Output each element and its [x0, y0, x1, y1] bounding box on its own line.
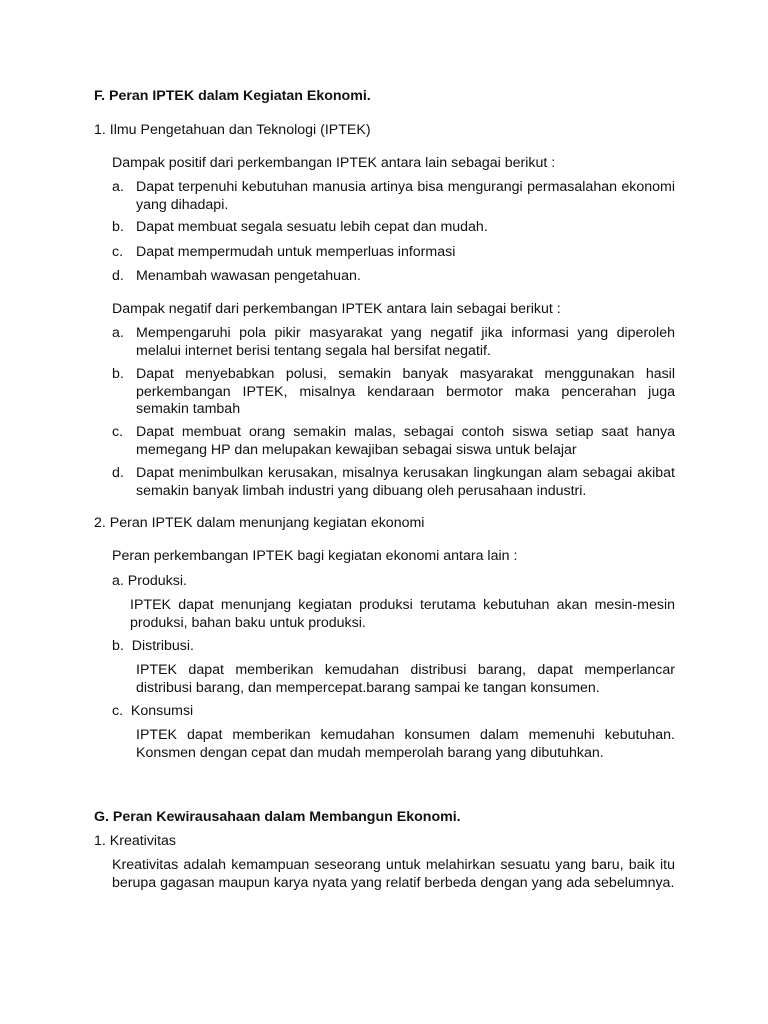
- positive-item-b: [112, 219, 675, 237]
- production-label: a. Produksi.: [112, 573, 187, 589]
- list-item-text: Dapat menimbulkan kerusakan, misalnya kerusakan lingkungan alam sebagai akibat semakin banyak limbah industri yang dibuang oleh perusahaan industri.: [136, 465, 675, 499]
- list-marker: c.: [112, 244, 124, 260]
- distribution-text: IPTEK dapat memberikan kemudahan distribusi barang, dapat memperlancar distribusi barang, dan mempercepat.barang sampai ke tangan konsumen.: [136, 662, 675, 696]
- list-marker: b.: [112, 366, 124, 382]
- list-item-text: Mempengaruhi pola pikir masyarakat yang negatif jika informasi yang diperoleh melalui internet berisi tentang segala hal bersifat negatif.: [136, 325, 675, 359]
- negative-item-d: [112, 465, 675, 501]
- positive-item-d: [112, 268, 675, 286]
- creativity-text: Kreativitas adalah kemampuan seseorang untuk melahirkan sesuatu yang baru, baik itu berupa gagasan maupun karya nyata yang relatif berbeda dengan yang ada sebelumnya.: [112, 857, 675, 891]
- positive-item-a: [112, 179, 675, 215]
- negative-item-a: [112, 325, 675, 361]
- section-f-sub1-heading: 1. Ilmu Pengetahuan dan Teknologi (IPTEK): [94, 122, 371, 138]
- production-text: IPTEK dapat menunjang kegiatan produksi terutama kebutuhan akan mesin-mesin produksi, bahan baku untuk produksi.: [130, 597, 675, 631]
- economy-role-intro: Peran perkembangan IPTEK bagi kegiatan ekonomi antara lain :: [112, 548, 518, 564]
- section-f-sub2-heading: 2. Peran IPTEK dalam menunjang kegiatan ekonomi: [94, 515, 425, 531]
- distribution-label: b. Distribusi.: [112, 638, 194, 654]
- list-item-text: Dapat membuat segala sesuatu lebih cepat dan mudah.: [136, 219, 488, 235]
- section-g-sub1-heading: 1. Kreativitas: [94, 833, 177, 849]
- list-marker: a.: [112, 325, 124, 341]
- list-marker: a.: [112, 179, 124, 195]
- positive-item-c: [112, 244, 675, 262]
- consumption-text: IPTEK dapat memberikan kemudahan konsumen dalam memenuhi kebutuhan. Konsmen dengan cepat dan mudah memperolah barang yang dibutuhkan.: [136, 727, 675, 761]
- list-marker: c.: [112, 424, 124, 440]
- section-f-title: F. Peran IPTEK dalam Kegiatan Ekonomi.: [94, 88, 371, 104]
- list-item-text: Dapat menyebabkan polusi, semakin banyak masyarakat menggunakan hasil perkembangan IPTEK, misalnya kendaraan bermotor maka pencerahan juga semakin tambah: [136, 366, 675, 417]
- positive-impact-intro: Dampak positif dari perkembangan IPTEK antara lain sebagai berikut :: [112, 155, 556, 171]
- list-item-text: Dapat membuat orang semakin malas, sebagai contoh siswa setiap saat hanya memegang HP dan melupakan kewajiban sebagai siswa untuk belajar: [136, 424, 675, 458]
- section-g-title: G. Peran Kewirausahaan dalam Membangun Ekonomi.: [94, 809, 461, 825]
- list-item-text: Dapat terpenuhi kebutuhan manusia artinya bisa mengurangi permasalahan ekonomi yang dihadapi.: [136, 179, 675, 213]
- list-item-text: Menambah wawasan pengetahuan.: [136, 268, 361, 284]
- negative-item-b: [112, 366, 675, 420]
- list-marker: b.: [112, 219, 124, 235]
- list-item-text: Dapat mempermudah untuk memperluas informasi: [136, 244, 456, 260]
- negative-item-c: [112, 424, 675, 460]
- list-marker: d.: [112, 268, 124, 284]
- negative-impact-intro: Dampak negatif dari perkembangan IPTEK antara lain sebagai berikut :: [112, 301, 561, 317]
- list-marker: d.: [112, 465, 124, 481]
- consumption-label: c. Konsumsi: [112, 703, 194, 719]
